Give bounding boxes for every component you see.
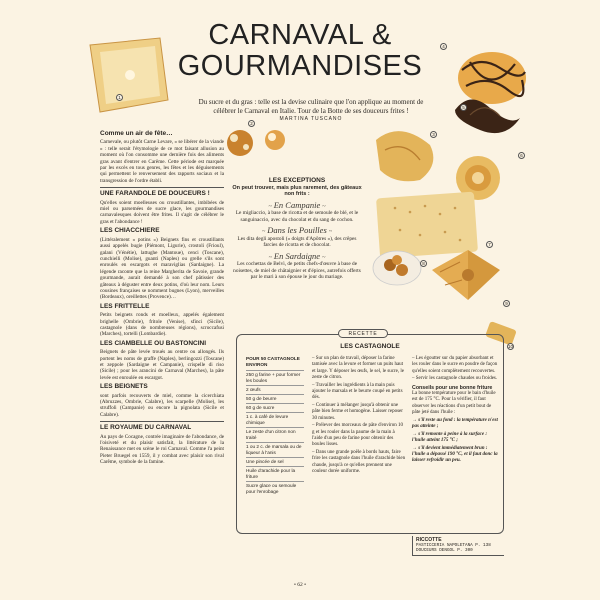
recipe-steps-1	[312, 356, 406, 477]
tip-title: Conseils pour une bonne friture	[412, 384, 493, 391]
section-title-ciambelle: LES CIAMBELLE OU BASTONCINI	[100, 339, 207, 347]
recipe-step: – Sur un plan de travail, déposer la farine tamisée avec la levure et former un puits haut et large. Y déposer les œufs, le sel, le sucre, le zeste de citron.	[312, 356, 405, 380]
region-pouilles-text: Les dita degli apostoli (« doigts d'Apôtres »), des crêpes farcies de ricotta et de chocolat.	[237, 235, 357, 248]
recipe-step: – Prélever des morceaux de pâte d'environ 10 g et les rouler dans la paume de la main à l'aide d'un peu de farine pour obtenir des boules lisses.	[312, 423, 404, 448]
photo-number-3: 3	[430, 131, 437, 138]
cracker-photo	[376, 192, 478, 259]
section-title-fete: Comme un air de fête…	[100, 130, 173, 137]
recipe-label: RECETTE	[338, 329, 388, 338]
exceptions-subtitle: On peut trouver, mais plus rarement, des gâteaux non frits :	[232, 184, 362, 197]
tip-item: → s'il reste au fond : la température n'est pas atteinte ;	[412, 417, 498, 429]
photo-number-1: 1	[116, 94, 123, 101]
section-text-farandole: Qu'elles soient moelleuses ou croustillantes, imbibées de miel ou parsemées de sucre glace, les gourmandises carnavalesques doivent être frites. Il s'agit de célébrer le gras et l'abondance !	[100, 199, 224, 225]
section-text-frittelle: Petits beignets ronds et moelleux, appelés également brighelle (Ombrie), fritole (Venise), sfinci (Sicile), castagnole (dans de nombreuses régions), scroccafusi (Marches), tortelli (Lombardie).	[100, 312, 224, 338]
photo-number-8: 8	[420, 260, 427, 267]
cross-reference-box	[412, 536, 504, 556]
twisted-pastry-photo	[376, 131, 433, 181]
cross-reference-title: RICCOTTE	[416, 537, 442, 543]
photo-number-10: 10	[508, 344, 514, 349]
photo-number-6: 6	[518, 152, 525, 159]
ingredient: 250 g farine + pour former les boules	[246, 370, 304, 385]
section-text-ciambelle: Beignets de pâte levée troués au centre ou allongés. Ils portent les noms de graffe (Naples), berlingozzi (Toscane) et zeppole (Sardaigne et Campanie), crispelle di riso (Sicile) ; pour les arancini de Carnaval (Marches), la pâte levée est enroulée en escargot.	[100, 349, 224, 381]
exceptions-title: LES EXCEPTIONS	[268, 177, 326, 184]
ingredient: Huile d'arachide pour la friture	[246, 466, 304, 481]
section-title-royaume: LE ROYAUME DU CARNAVAL	[100, 424, 192, 432]
recipe-title: LES CASTAGNOLE	[340, 343, 400, 350]
region-campanie-text: Le migliaccio, à base de ricotta et de semoule de blé, et le sanguinaccio, avec du chocolat et du sang de cochon.	[235, 210, 359, 223]
ingredient: 1 ou 2 c. de marsala ou de liqueur à l'anis	[246, 442, 304, 457]
section-text-royaume: Au pays de Cocagne, contrée imaginaire de l'abondance, de l'oisiveté et du plaisir satisfait, la littérature de la Renaissance met en scène le roi Carnaval. Comme l'a peint Pieter Bruegel en 1559, il y combat avec plaisir son rival Carême, symbole de la famine.	[100, 433, 224, 466]
region-pouilles: ~ Dans les Pouilles ~	[232, 227, 362, 236]
ingredient: Une pincée de sel	[246, 457, 304, 466]
left-column	[100, 128, 224, 469]
section-text-beignets: sont parfois recouverts de miel, comme la cicerchiata (Abruzzes, Ombrie, Calabre), les scarpelle (Molise), les struffoli (Campanie) ou encore la pignolata (Sicile et Calabre).	[100, 392, 224, 418]
region-sardaigne: ~ En Sardaigne ~	[232, 253, 362, 262]
photo-number-2: 2	[248, 120, 255, 127]
tip-text: La bonne température pour le bain d'huile est de 175 °C. Pour la vérifier, il faut observer les réactions d'un petit bout de pâte jeté dans l'huile :	[412, 390, 496, 415]
ingredients-list	[246, 356, 304, 496]
title-line-2: GOURMANDISES	[177, 50, 423, 82]
section-text-fete: Carnevale, ou plutôt Carne Levare, « se libérer de la viande » : telle serait l'étymologie de ce mot faisant allusion au moment où l'on consomme une dernière fois des aliments gras avant d'entrer en Carême. Cette période est marquée par les excès en tous genres, les fêtes et les déguisements qui permettent le renversement des rapports sociaux et la transgression de l'ordre établi.	[100, 139, 224, 184]
photo-number-7: 7	[486, 241, 493, 248]
dish-photo	[373, 251, 421, 285]
bow-pastry-photo	[432, 250, 500, 300]
ingredient: 50 g de beurre	[246, 394, 304, 403]
ingredient: Le zeste d'un citron non traité	[246, 427, 304, 442]
ingredient: Sucre glace ou semoule pour l'enrobage	[246, 481, 304, 496]
recipe-steps-2	[412, 356, 498, 466]
section-title-beignets: LES BEIGNETS	[100, 383, 148, 391]
castagnole-photo	[227, 130, 285, 156]
recipe-step: – Travailler les ingrédients à la main puis ajouter le marsala et le beurre coupé en petits dés.	[312, 382, 403, 401]
author: MARTINA TUSCANO	[279, 116, 343, 122]
tip-item: → s'il remonte à peine à la surface : l'huile atteint 175 °C ;	[412, 431, 487, 444]
ingredients-header: POUR 50 CASTAGNOLE ENVIRON	[246, 356, 300, 367]
divider	[100, 187, 224, 188]
recipe-step: – Servir les castagnole chaudes ou froides.	[412, 376, 498, 382]
chocolate-lace-photo	[458, 52, 526, 104]
intro-text: Du sucre et du gras : telle est la devise culinaire que l'on applique au moment de célébrer le Carnaval en Italie. Tour de la Botte de ses douceurs frites !	[198, 98, 424, 115]
section-title-chiacchiere: LES CHIACCHIERE	[100, 227, 160, 235]
cross-reference-line: DOUCEURS DENGOL P. 300	[416, 548, 473, 553]
cross-reference-line: PASTICCERIA NAPOLETANA P. 138	[416, 543, 491, 548]
region-campanie: ~ En Campanie ~	[232, 202, 362, 211]
recipe-step: – Les égoutter sur du papier absorbant et les rouler dans le sucre en poudre de façon qu'elles soient complètement recouvertes.	[412, 356, 498, 374]
pastry-square-photo	[90, 38, 168, 112]
title-line-1: CARNAVAL &	[208, 19, 392, 51]
exceptions-block	[232, 178, 362, 281]
region-sardaigne-text: Les cochettas de Belvì, de petits chefs-d'œuvre à base de noisettes, de miel de châtaignier et d'épices, autrefois offerts par le mari à son épouse le jour du mariage.	[233, 261, 361, 280]
section-title-farandole: UNE FARANDOLE DE DOUCEURS !	[100, 190, 210, 198]
photo-number-5: 5	[460, 104, 467, 111]
ingredient: 1 c. à café de levure chimique	[246, 412, 304, 427]
tip-item: → s'il devient immédiatement brun : l'huile a dépassé 190 °C, et il faut donc la laisser refroidir un peu.	[412, 445, 498, 464]
recipe-step: – Dans une grande poêle à bords hauts, faire frire les castagnole dans l'huile d'arachide bien chaude, jusqu'à ce qu'elles prennent une couleur dorée uniforme.	[312, 450, 406, 475]
divider	[100, 421, 224, 422]
page-number: • 62 •	[293, 582, 307, 588]
ingredient: 60 g de sucre	[246, 403, 304, 412]
ingredient: 2 œufs	[246, 385, 304, 394]
recipe-step: – Continuer à mélanger jusqu'à obtenir une pâte bien ferme et homogène. Laisser reposer 30 minutes.	[312, 403, 403, 421]
photo-number-9: 9	[503, 300, 510, 307]
section-title-frittelle: LES FRITTELLE	[100, 302, 150, 310]
photo-number-4: 4	[440, 43, 447, 50]
section-text-chiacchiere: (Littéralement « potins ») Beignets fins et croustillants aussi appelés bugie (Piémont, Ligurie), crostoli (Frioul), galani (Vénétie), lattughe (Mantoue), cenci (Toscane), cunchielli (Molise), guanti (Naples) ou grelle s'ils sont enroulés en escargots et maraviglias (Sardaigne). La légende raconte que la reine Margherita de Savoie, grande gourmande, aurait demandé à son chef pâtissier des gâteaux à déguster entre deux potins, d'où leur nom. Leurs cousines françaises se nomment bugnes (Lyon), merveilles (Bordeaux), oreillettes (Provence)…	[100, 236, 224, 301]
